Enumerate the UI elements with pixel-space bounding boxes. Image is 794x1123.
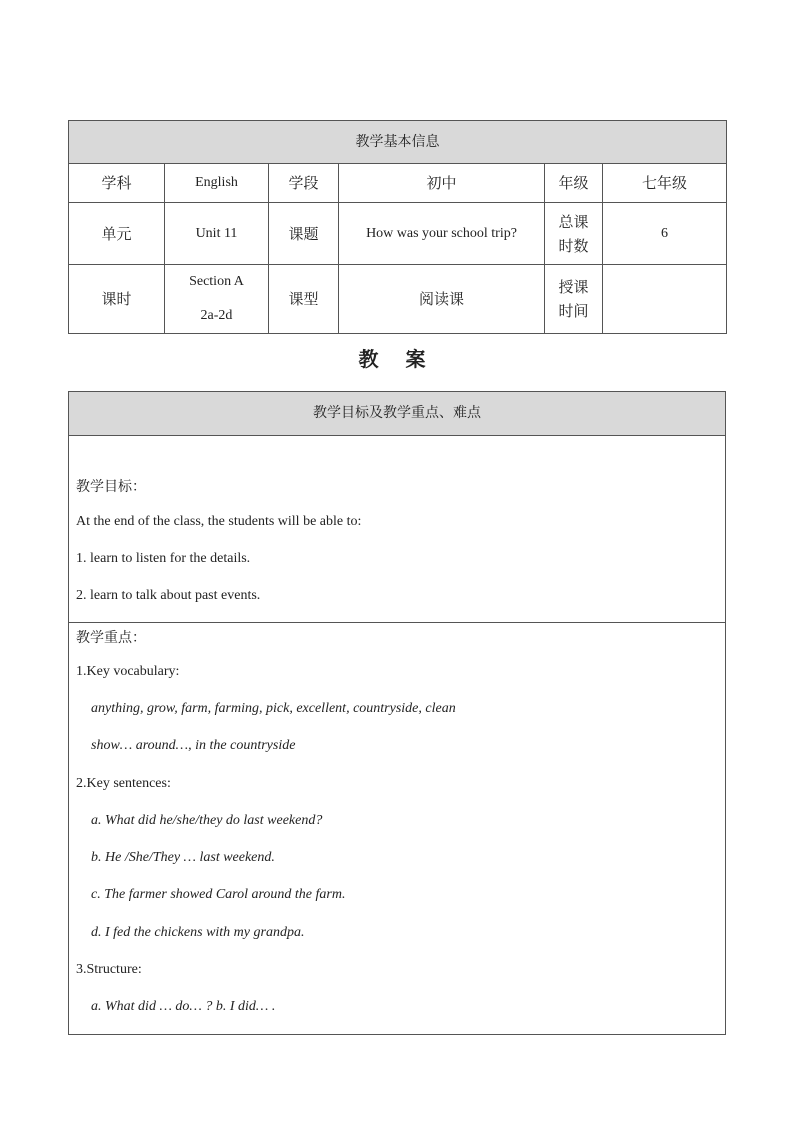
info-table-header: 教学基本信息 (69, 121, 727, 164)
key-vocabulary-heading: 1.Key vocabulary: (76, 664, 180, 679)
total-periods-value: 6 (603, 203, 727, 265)
total-periods-label (545, 203, 603, 265)
objectives-line: 2. learn to talk about past events. (76, 588, 261, 603)
teaching-time-label-line2: 时间 (558, 302, 589, 320)
vocabulary-line: anything, grow, farm, farming, pick, excellent, countryside, clean (91, 701, 456, 716)
structure-heading: 3.Structure: (76, 962, 142, 977)
period-value-line1: Section A (189, 274, 244, 289)
objectives-section (69, 436, 725, 623)
period-label: 课时 (69, 265, 165, 334)
teaching-time-label (545, 265, 603, 334)
topic-value: How was your school trip? (339, 203, 545, 265)
key-sentences-heading: 2.Key sentences: (76, 776, 171, 791)
sentence-line: b. He /She/They … last weekend. (91, 850, 275, 865)
objectives-line: 1. learn to listen for the details. (76, 551, 251, 566)
lesson-type-label: 课型 (269, 265, 339, 334)
vocabulary-line: show… around…, in the countryside (91, 738, 296, 753)
objectives-heading: 教学目标： (76, 479, 146, 495)
unit-label: 单元 (69, 203, 165, 265)
sentence-line: a. What did he/she/they do last weekend? (91, 813, 323, 828)
basic-info-table (68, 120, 727, 334)
key-points-section (69, 623, 725, 1034)
grade-value: 七年级 (603, 164, 727, 203)
sentence-line: d. I fed the chickens with my grandpa. (91, 925, 305, 940)
sentence-line: c. The farmer showed Carol around the farm. (91, 887, 346, 902)
subject-value: English (165, 164, 269, 203)
grade-label: 年级 (545, 164, 603, 203)
period-value-line2: 2a-2d (200, 308, 233, 323)
key-points-heading: 教学重点： (76, 630, 146, 646)
lesson-plan-box (68, 391, 726, 1035)
topic-label: 课题 (269, 203, 339, 265)
stage-value: 初中 (339, 164, 545, 203)
plan-header: 教学目标及教学重点、难点 (69, 392, 725, 436)
teaching-time-label-line1: 授课 (558, 278, 589, 296)
total-periods-label-line2: 时数 (558, 236, 589, 255)
structure-line: a. What did … do… ? b. I did… . (91, 999, 276, 1014)
subject-label: 学科 (69, 164, 165, 203)
page-title: 教 案 (358, 347, 436, 371)
lesson-type-value: 阅读课 (339, 265, 545, 334)
period-value (165, 265, 269, 334)
objectives-line: At the end of the class, the students will be able to: (76, 514, 362, 529)
unit-value: Unit 11 (165, 203, 269, 265)
teaching-time-value (603, 265, 727, 334)
stage-label: 学段 (269, 164, 339, 203)
total-periods-label-line1: 总课 (558, 212, 589, 231)
